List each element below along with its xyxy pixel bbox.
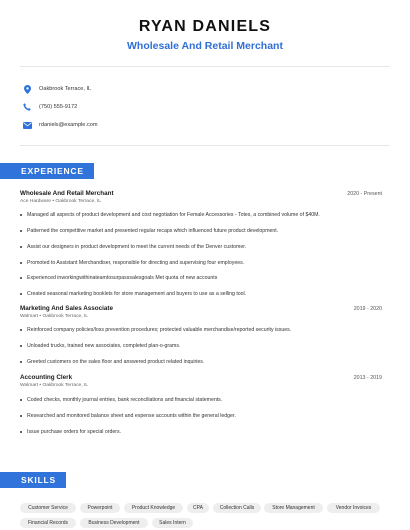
job-company: Ace Hardware • Oakbrook Terrace, IL	[20, 199, 101, 204]
job-entry	[20, 374, 382, 388]
skill-tag: Store Management	[264, 503, 323, 513]
job-company: Walmart • Oakbrook Terrace, IL	[20, 314, 89, 319]
contact-phone	[22, 102, 77, 112]
skill-tag: Financial Records	[20, 518, 76, 528]
skill-tag: Sales Intern	[152, 518, 193, 528]
location-pin-icon	[22, 84, 32, 94]
job-company: Walmart • Oakbrook Terrace, IL	[20, 383, 89, 388]
skill-tag: Product Knowledge	[124, 503, 183, 513]
contact-email	[22, 120, 98, 130]
job-bullet: Researched and monitored balance sheet and expense accounts within the general ledger.	[20, 413, 236, 419]
job-bullet: Managed all aspects of product development and cost negotiation for Female Accessories - Totes, a combined volume of $40M.	[20, 212, 320, 218]
contact-divider	[20, 145, 390, 146]
phone-text: (750) 555-9172	[39, 104, 78, 110]
job-title: Marketing And Sales Associate	[20, 305, 113, 312]
email-icon	[22, 120, 32, 130]
job-dates: 2020 - Present	[347, 191, 382, 197]
job-bullet: Issue purchase orders for special orders.	[20, 429, 121, 435]
job-dates: 2019 - 2020	[353, 306, 382, 312]
job-bullet: Patterned the competitive market and presented regular recaps which influenced future product development.	[20, 228, 278, 234]
skill-tag: Business Development	[80, 518, 148, 528]
job-bullet: Coded checks, monthly journal entries, bank reconciliations and financial statements.	[20, 397, 222, 403]
section-header-experience: EXPERIENCE	[0, 163, 94, 179]
job-entry	[20, 305, 382, 319]
location-text: Oakbrook Terrace, IL	[39, 86, 92, 92]
phone-icon	[22, 102, 32, 112]
candidate-name: RYAN DANIELS	[138, 18, 272, 35]
skill-tag: Powerpoint	[80, 503, 120, 513]
section-header-skills: SKILLS	[0, 472, 66, 488]
skill-tag: Customer Service	[20, 503, 76, 513]
job-title: Wholesale And Retail Merchant	[127, 40, 283, 52]
skill-tag: Collection Calls	[213, 503, 261, 513]
job-bullet: Unloaded trucks, trained new associates, completed plan-o-grams.	[20, 343, 180, 349]
skill-tag: Vendor Invoices	[327, 503, 380, 513]
job-bullet: Greeted customers on the sales floor and answered product related inquiries.	[20, 359, 204, 365]
contact-location	[22, 84, 91, 94]
job-entry	[20, 190, 382, 204]
job-title: Accounting Clerk	[20, 374, 73, 381]
job-bullet: Reinforced company policies/loss prevention procedures; protected valuable merchandise/reported security issues.	[20, 327, 291, 333]
job-dates: 2013 - 2019	[353, 375, 382, 381]
job-bullet: Assist our designers in product development to meet the current needs of the Denver customer.	[20, 244, 246, 250]
skill-tag: CPA	[187, 503, 209, 513]
email-text: rdaniels@example.com	[39, 122, 98, 128]
job-bullet: Created seasonal marketing booklets for store management and buyers to use as a selling tool.	[20, 291, 246, 297]
header-divider	[20, 66, 390, 67]
job-bullet: Promoted to Assistant Merchandiser, responsible for directing and supervising four employees.	[20, 260, 244, 266]
job-bullet: Experienced inworkingwithinateamtosurpasssalesgoals Met quota of new accounts	[20, 275, 217, 281]
job-title: Wholesale And Retail Merchant	[20, 190, 114, 197]
